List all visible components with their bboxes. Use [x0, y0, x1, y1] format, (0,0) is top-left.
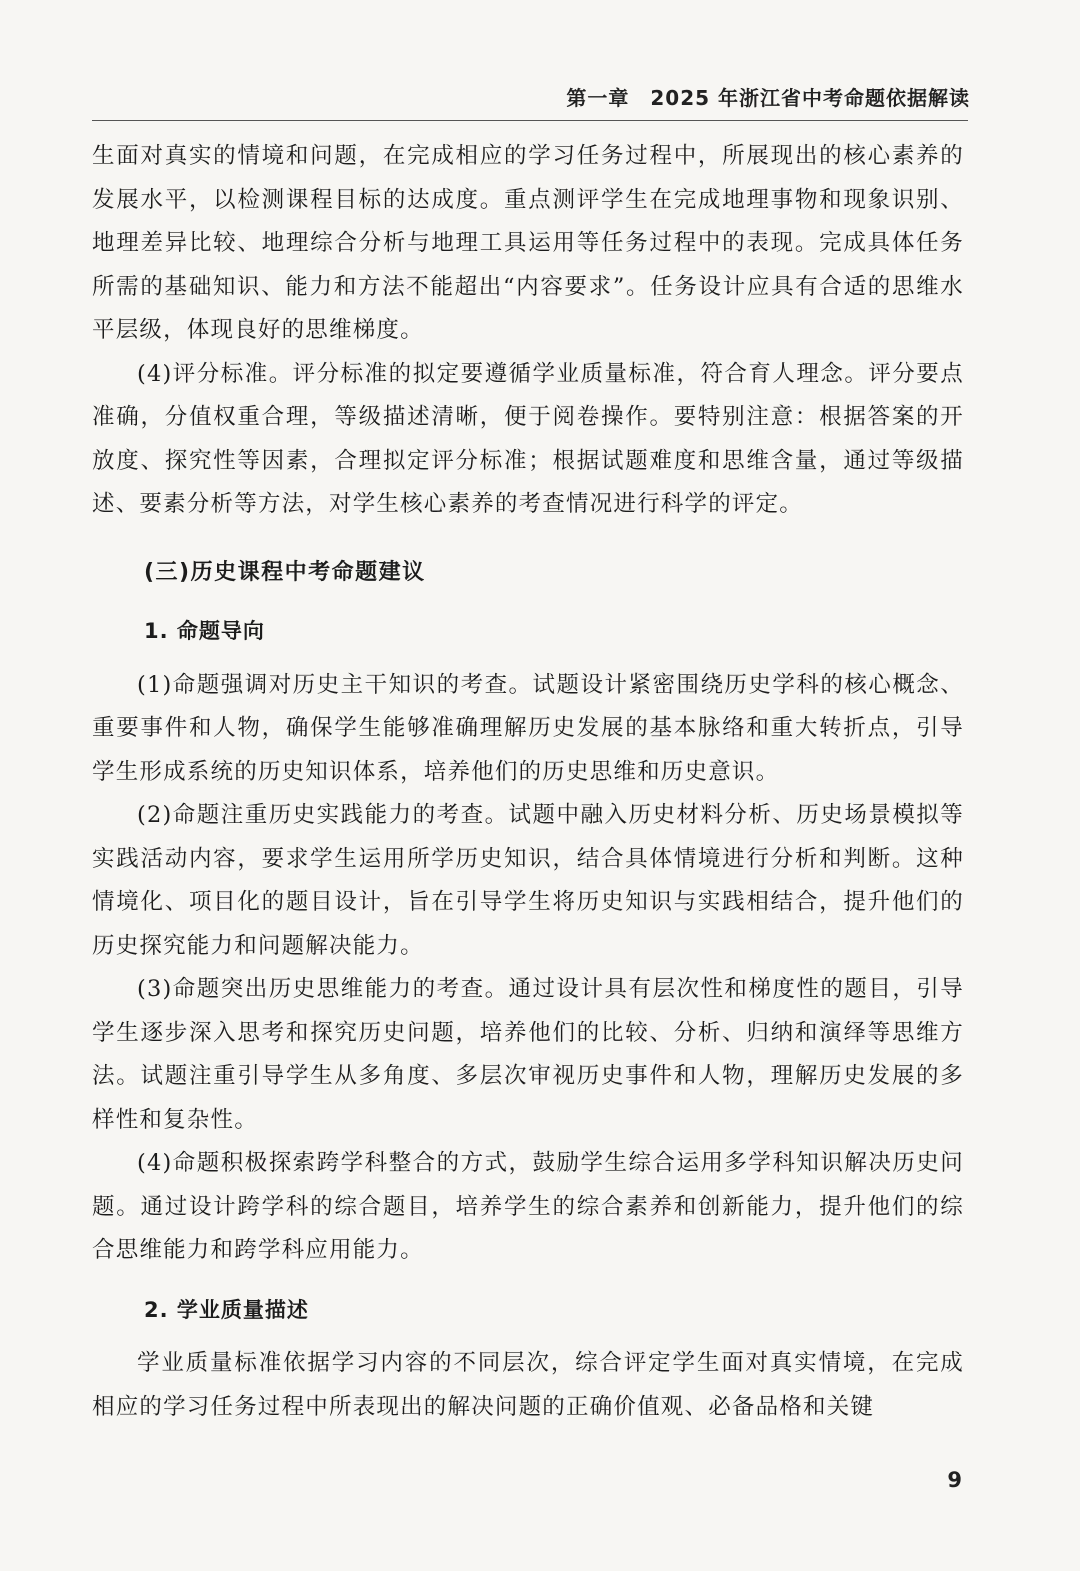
paragraph-scoring-standard: (4)评分标准。评分标准的拟定要遵循学业质量标准，符合育人理念。评分要点准确，分值权重合理，等级描述清晰，便于阅卷操作。要特别注意：根据答案的开放度、探究性等因素，合理拟定评分标准；根据试题难度和思维含量，通过等级描述、要素分析等方法，对学生核心素养的考查情况进行科学的评定。	[92, 360, 964, 517]
section-heading-history: (三)历史课程中考命题建议	[144, 559, 426, 585]
subheading-orientation: 1. 命题导向	[144, 619, 265, 643]
running-header: 第一章 2025 年浙江省中考命题依据解读	[566, 86, 970, 110]
page-body	[92, 135, 964, 1429]
list-item: (4)命题积极探索跨学科整合的方式，鼓励学生综合运用多学科知识解决历史问题。通过设计跨学科的综合题目，培养学生的综合素养和创新能力，提升他们的综合思维能力和跨学科应用能力。	[92, 1150, 964, 1263]
list-item: (3)命题突出历史思维能力的考查。通过设计具有层次性和梯度性的题目，引导学生逐步深入思考和探究历史问题，培养他们的比较、分析、归纳和演绎等思维方法。试题注重引导学生从多角度、多层次审视历史事件和人物，理解历史发展的多样性和复杂性。	[92, 976, 964, 1133]
list-item: (1)命题强调对历史主干知识的考查。试题设计紧密围绕历史学科的核心概念、重要事件和人物，确保学生能够准确理解历史发展的基本脉络和重大转折点，引导学生形成系统的历史知识体系，培养他们的历史思维和历史意识。	[92, 671, 964, 785]
page-number: 9	[947, 1468, 962, 1492]
header-rule	[92, 120, 968, 121]
paragraph-continued: 生面对真实的情境和问题，在完成相应的学习任务过程中，所展现出的核心素养的发展水平，以检测课程目标的达成度。重点测评学生在完成地理事物和现象识别、地理差异比较、地理综合分析与地理工具运用等任务过程中的表现。完成具体任务所需的基础知识、能力和方法不能超出“内容要求”。任务设计应具有合适的思维水平层级，体现良好的思维梯度。	[92, 143, 964, 343]
paragraph-quality: 学业质量标准依据学习内容的不同层次，综合评定学生面对真实情境，在完成相应的学习任务过程中所表现出的解决问题的正确价值观、必备品格和关键	[92, 1350, 964, 1420]
subheading-quality: 2. 学业质量描述	[144, 1297, 309, 1322]
list-item: (2)命题注重历史实践能力的考查。试题中融入历史材料分析、历史场景模拟等实践活动内容，要求学生运用所学历史知识，结合具体情境进行分析和判断。这种情境化、项目化的题目设计，旨在引导学生将历史知识与实践相结合，提升他们的历史探究能力和问题解决能力。	[92, 802, 964, 959]
